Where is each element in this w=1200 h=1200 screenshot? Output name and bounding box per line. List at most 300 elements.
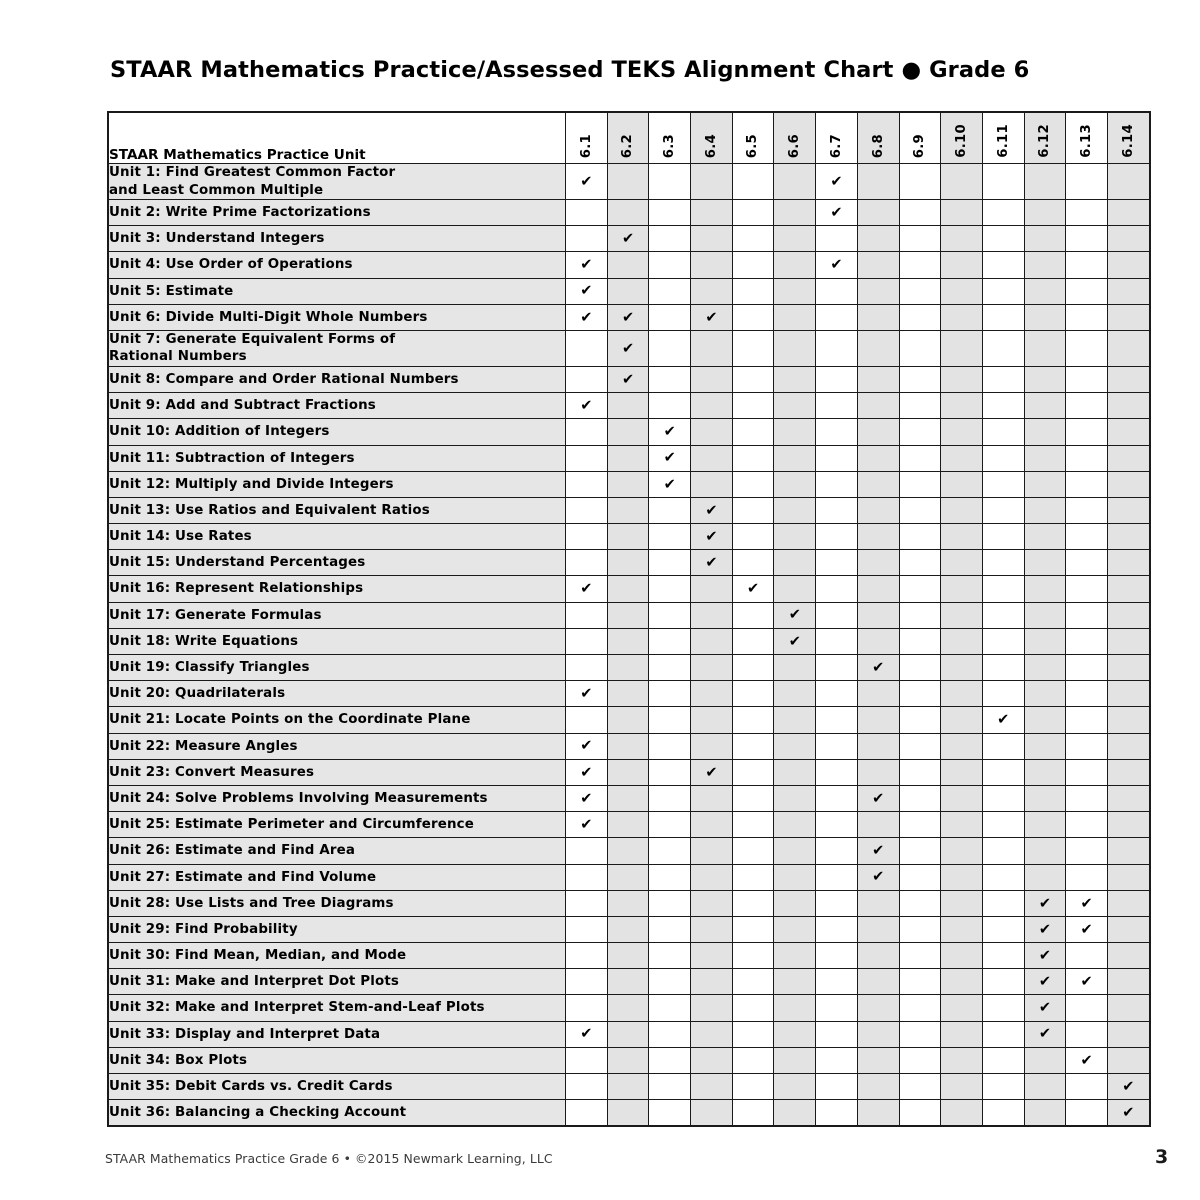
- alignment-cell[interactable]: [732, 1047, 774, 1073]
- alignment-cell[interactable]: [607, 628, 649, 654]
- alignment-cell[interactable]: [899, 838, 941, 864]
- alignment-cell[interactable]: [899, 419, 941, 445]
- alignment-cell[interactable]: [732, 943, 774, 969]
- alignment-cell[interactable]: [899, 164, 941, 200]
- alignment-cell[interactable]: [941, 602, 983, 628]
- alignment-cell[interactable]: [607, 733, 649, 759]
- alignment-cell[interactable]: [1024, 733, 1066, 759]
- alignment-cell[interactable]: [857, 602, 899, 628]
- alignment-cell[interactable]: [1066, 785, 1108, 811]
- alignment-cell[interactable]: [649, 445, 691, 471]
- alignment-cell[interactable]: [732, 366, 774, 392]
- alignment-cell[interactable]: [941, 759, 983, 785]
- alignment-cell[interactable]: [732, 602, 774, 628]
- alignment-cell[interactable]: [774, 707, 816, 733]
- alignment-cell[interactable]: [607, 419, 649, 445]
- alignment-cell[interactable]: [1024, 576, 1066, 602]
- alignment-cell[interactable]: [566, 759, 608, 785]
- alignment-cell[interactable]: [566, 330, 608, 366]
- alignment-cell[interactable]: [691, 366, 733, 392]
- alignment-cell[interactable]: [607, 393, 649, 419]
- alignment-cell[interactable]: [899, 890, 941, 916]
- alignment-cell[interactable]: [607, 1021, 649, 1047]
- alignment-cell[interactable]: [857, 497, 899, 523]
- alignment-cell[interactable]: [816, 916, 858, 942]
- alignment-cell[interactable]: [1107, 864, 1149, 890]
- alignment-cell[interactable]: [774, 1100, 816, 1126]
- alignment-cell[interactable]: [649, 890, 691, 916]
- alignment-cell[interactable]: [1066, 200, 1108, 226]
- alignment-cell[interactable]: [732, 628, 774, 654]
- alignment-cell[interactable]: [566, 200, 608, 226]
- alignment-cell[interactable]: [857, 812, 899, 838]
- alignment-cell[interactable]: [732, 995, 774, 1021]
- alignment-cell[interactable]: [982, 497, 1024, 523]
- alignment-cell[interactable]: [1066, 330, 1108, 366]
- alignment-cell[interactable]: [732, 707, 774, 733]
- alignment-cell[interactable]: [1107, 576, 1149, 602]
- alignment-cell[interactable]: [1107, 164, 1149, 200]
- alignment-cell[interactable]: [1024, 838, 1066, 864]
- alignment-cell[interactable]: [1066, 497, 1108, 523]
- alignment-cell[interactable]: [816, 707, 858, 733]
- alignment-cell[interactable]: [1066, 1047, 1108, 1073]
- alignment-cell[interactable]: [1066, 278, 1108, 304]
- alignment-cell[interactable]: [1024, 1047, 1066, 1073]
- alignment-cell[interactable]: [1066, 1074, 1108, 1100]
- alignment-cell[interactable]: [1066, 995, 1108, 1021]
- alignment-cell[interactable]: [982, 524, 1024, 550]
- alignment-cell[interactable]: [1024, 628, 1066, 654]
- alignment-cell[interactable]: [1066, 916, 1108, 942]
- alignment-cell[interactable]: [816, 1100, 858, 1126]
- alignment-cell[interactable]: [857, 707, 899, 733]
- alignment-cell[interactable]: [899, 550, 941, 576]
- alignment-cell[interactable]: [691, 278, 733, 304]
- alignment-cell[interactable]: [941, 707, 983, 733]
- alignment-cell[interactable]: [1107, 655, 1149, 681]
- alignment-cell[interactable]: [607, 524, 649, 550]
- alignment-cell[interactable]: [691, 576, 733, 602]
- alignment-cell[interactable]: [816, 785, 858, 811]
- alignment-cell[interactable]: [566, 393, 608, 419]
- alignment-cell[interactable]: [899, 200, 941, 226]
- alignment-cell[interactable]: [857, 304, 899, 330]
- alignment-cell[interactable]: [816, 733, 858, 759]
- alignment-cell[interactable]: [774, 576, 816, 602]
- alignment-cell[interactable]: [732, 252, 774, 278]
- alignment-cell[interactable]: [1024, 330, 1066, 366]
- alignment-cell[interactable]: [566, 1047, 608, 1073]
- alignment-cell[interactable]: [566, 471, 608, 497]
- alignment-cell[interactable]: [649, 602, 691, 628]
- alignment-cell[interactable]: [732, 278, 774, 304]
- alignment-cell[interactable]: [1024, 1021, 1066, 1047]
- alignment-cell[interactable]: [566, 1074, 608, 1100]
- alignment-cell[interactable]: [691, 252, 733, 278]
- alignment-cell[interactable]: [941, 812, 983, 838]
- alignment-cell[interactable]: [982, 1047, 1024, 1073]
- alignment-cell[interactable]: [1107, 916, 1149, 942]
- alignment-cell[interactable]: [899, 330, 941, 366]
- alignment-cell[interactable]: [816, 969, 858, 995]
- alignment-cell[interactable]: [1066, 890, 1108, 916]
- alignment-cell[interactable]: [607, 995, 649, 1021]
- alignment-cell[interactable]: [982, 628, 1024, 654]
- alignment-cell[interactable]: [857, 838, 899, 864]
- alignment-cell[interactable]: [857, 759, 899, 785]
- alignment-cell[interactable]: [816, 655, 858, 681]
- alignment-cell[interactable]: [1066, 550, 1108, 576]
- alignment-cell[interactable]: [732, 838, 774, 864]
- alignment-cell[interactable]: [899, 524, 941, 550]
- alignment-cell[interactable]: [566, 681, 608, 707]
- alignment-cell[interactable]: [732, 733, 774, 759]
- alignment-cell[interactable]: [607, 164, 649, 200]
- alignment-cell[interactable]: [1107, 733, 1149, 759]
- alignment-cell[interactable]: [982, 366, 1024, 392]
- alignment-cell[interactable]: [982, 164, 1024, 200]
- alignment-cell[interactable]: [857, 1100, 899, 1126]
- alignment-cell[interactable]: [816, 602, 858, 628]
- alignment-cell[interactable]: [941, 1047, 983, 1073]
- alignment-cell[interactable]: [732, 226, 774, 252]
- alignment-cell[interactable]: [649, 278, 691, 304]
- alignment-cell[interactable]: [899, 916, 941, 942]
- alignment-cell[interactable]: [816, 497, 858, 523]
- alignment-cell[interactable]: [732, 576, 774, 602]
- alignment-cell[interactable]: [857, 200, 899, 226]
- alignment-cell[interactable]: [941, 304, 983, 330]
- alignment-cell[interactable]: [1107, 812, 1149, 838]
- alignment-cell[interactable]: [566, 785, 608, 811]
- alignment-cell[interactable]: [982, 330, 1024, 366]
- alignment-cell[interactable]: [982, 226, 1024, 252]
- alignment-cell[interactable]: [691, 602, 733, 628]
- alignment-cell[interactable]: [941, 864, 983, 890]
- alignment-cell[interactable]: [566, 812, 608, 838]
- alignment-cell[interactable]: [899, 497, 941, 523]
- alignment-cell[interactable]: [941, 226, 983, 252]
- alignment-cell[interactable]: [899, 628, 941, 654]
- alignment-cell[interactable]: [982, 812, 1024, 838]
- alignment-cell[interactable]: [649, 995, 691, 1021]
- alignment-cell[interactable]: [941, 733, 983, 759]
- alignment-cell[interactable]: [607, 1100, 649, 1126]
- alignment-cell[interactable]: [607, 471, 649, 497]
- alignment-cell[interactable]: [607, 278, 649, 304]
- alignment-cell[interactable]: [691, 681, 733, 707]
- alignment-cell[interactable]: [816, 628, 858, 654]
- alignment-cell[interactable]: [691, 1021, 733, 1047]
- alignment-cell[interactable]: [899, 1100, 941, 1126]
- alignment-cell[interactable]: [1024, 471, 1066, 497]
- alignment-cell[interactable]: [691, 838, 733, 864]
- alignment-cell[interactable]: [566, 707, 608, 733]
- alignment-cell[interactable]: [1024, 200, 1066, 226]
- alignment-cell[interactable]: [816, 864, 858, 890]
- alignment-cell[interactable]: [857, 419, 899, 445]
- alignment-cell[interactable]: [732, 445, 774, 471]
- alignment-cell[interactable]: [899, 681, 941, 707]
- alignment-cell[interactable]: [941, 419, 983, 445]
- alignment-cell[interactable]: [982, 785, 1024, 811]
- alignment-cell[interactable]: [941, 278, 983, 304]
- alignment-cell[interactable]: [857, 330, 899, 366]
- alignment-cell[interactable]: [857, 785, 899, 811]
- alignment-cell[interactable]: [816, 330, 858, 366]
- alignment-cell[interactable]: [691, 812, 733, 838]
- alignment-cell[interactable]: [816, 393, 858, 419]
- alignment-cell[interactable]: [1066, 1100, 1108, 1126]
- alignment-cell[interactable]: [982, 943, 1024, 969]
- alignment-cell[interactable]: [899, 759, 941, 785]
- alignment-cell[interactable]: [1024, 655, 1066, 681]
- alignment-cell[interactable]: [1066, 759, 1108, 785]
- alignment-cell[interactable]: [774, 1047, 816, 1073]
- alignment-cell[interactable]: [691, 330, 733, 366]
- alignment-cell[interactable]: [816, 471, 858, 497]
- alignment-cell[interactable]: [941, 628, 983, 654]
- alignment-cell[interactable]: [816, 366, 858, 392]
- alignment-cell[interactable]: [857, 864, 899, 890]
- alignment-cell[interactable]: [857, 393, 899, 419]
- alignment-cell[interactable]: [941, 655, 983, 681]
- alignment-cell[interactable]: [649, 681, 691, 707]
- alignment-cell[interactable]: [816, 759, 858, 785]
- alignment-cell[interactable]: [607, 838, 649, 864]
- alignment-cell[interactable]: [1107, 1047, 1149, 1073]
- alignment-cell[interactable]: [899, 393, 941, 419]
- alignment-cell[interactable]: [774, 890, 816, 916]
- alignment-cell[interactable]: [691, 890, 733, 916]
- alignment-cell[interactable]: [899, 995, 941, 1021]
- alignment-cell[interactable]: [816, 943, 858, 969]
- alignment-cell[interactable]: [899, 226, 941, 252]
- alignment-cell[interactable]: [1066, 681, 1108, 707]
- alignment-cell[interactable]: [1024, 707, 1066, 733]
- alignment-cell[interactable]: [899, 602, 941, 628]
- alignment-cell[interactable]: [1024, 864, 1066, 890]
- alignment-cell[interactable]: [1024, 890, 1066, 916]
- alignment-cell[interactable]: [732, 393, 774, 419]
- alignment-cell[interactable]: [982, 550, 1024, 576]
- alignment-cell[interactable]: [1066, 393, 1108, 419]
- alignment-cell[interactable]: [774, 785, 816, 811]
- alignment-cell[interactable]: [982, 655, 1024, 681]
- alignment-cell[interactable]: [941, 943, 983, 969]
- alignment-cell[interactable]: [857, 995, 899, 1021]
- alignment-cell[interactable]: [899, 785, 941, 811]
- alignment-cell[interactable]: [941, 916, 983, 942]
- alignment-cell[interactable]: [774, 550, 816, 576]
- alignment-cell[interactable]: [566, 995, 608, 1021]
- alignment-cell[interactable]: [941, 393, 983, 419]
- alignment-cell[interactable]: [566, 304, 608, 330]
- alignment-cell[interactable]: [899, 707, 941, 733]
- alignment-cell[interactable]: [607, 602, 649, 628]
- alignment-cell[interactable]: [899, 969, 941, 995]
- alignment-cell[interactable]: [732, 785, 774, 811]
- alignment-cell[interactable]: [1107, 1100, 1149, 1126]
- alignment-cell[interactable]: [1024, 304, 1066, 330]
- alignment-cell[interactable]: [566, 1100, 608, 1126]
- alignment-cell[interactable]: [816, 278, 858, 304]
- alignment-cell[interactable]: [607, 330, 649, 366]
- alignment-cell[interactable]: [649, 969, 691, 995]
- alignment-cell[interactable]: [982, 890, 1024, 916]
- alignment-cell[interactable]: [774, 969, 816, 995]
- alignment-cell[interactable]: [566, 278, 608, 304]
- alignment-cell[interactable]: [691, 707, 733, 733]
- alignment-cell[interactable]: [982, 576, 1024, 602]
- alignment-cell[interactable]: [982, 1021, 1024, 1047]
- alignment-cell[interactable]: [941, 164, 983, 200]
- alignment-cell[interactable]: [982, 304, 1024, 330]
- alignment-cell[interactable]: [1107, 471, 1149, 497]
- alignment-cell[interactable]: [566, 890, 608, 916]
- alignment-cell[interactable]: [732, 812, 774, 838]
- alignment-cell[interactable]: [857, 278, 899, 304]
- alignment-cell[interactable]: [857, 550, 899, 576]
- alignment-cell[interactable]: [816, 252, 858, 278]
- alignment-cell[interactable]: [566, 655, 608, 681]
- alignment-cell[interactable]: [774, 393, 816, 419]
- alignment-cell[interactable]: [691, 445, 733, 471]
- alignment-cell[interactable]: [649, 943, 691, 969]
- alignment-cell[interactable]: [899, 445, 941, 471]
- alignment-cell[interactable]: [649, 550, 691, 576]
- alignment-cell[interactable]: [982, 995, 1024, 1021]
- alignment-cell[interactable]: [899, 655, 941, 681]
- alignment-cell[interactable]: [607, 1074, 649, 1100]
- alignment-cell[interactable]: [649, 1100, 691, 1126]
- alignment-cell[interactable]: [1066, 838, 1108, 864]
- alignment-cell[interactable]: [857, 655, 899, 681]
- alignment-cell[interactable]: [1024, 419, 1066, 445]
- alignment-cell[interactable]: [899, 864, 941, 890]
- alignment-cell[interactable]: [649, 226, 691, 252]
- alignment-cell[interactable]: [982, 419, 1024, 445]
- alignment-cell[interactable]: [649, 864, 691, 890]
- alignment-cell[interactable]: [774, 226, 816, 252]
- alignment-cell[interactable]: [774, 445, 816, 471]
- alignment-cell[interactable]: [1024, 550, 1066, 576]
- alignment-cell[interactable]: [1024, 366, 1066, 392]
- alignment-cell[interactable]: [774, 252, 816, 278]
- alignment-cell[interactable]: [1066, 471, 1108, 497]
- alignment-cell[interactable]: [982, 838, 1024, 864]
- alignment-cell[interactable]: [691, 550, 733, 576]
- alignment-cell[interactable]: [941, 252, 983, 278]
- alignment-cell[interactable]: [691, 524, 733, 550]
- alignment-cell[interactable]: [982, 759, 1024, 785]
- alignment-cell[interactable]: [607, 1047, 649, 1073]
- alignment-cell[interactable]: [899, 278, 941, 304]
- alignment-cell[interactable]: [774, 838, 816, 864]
- alignment-cell[interactable]: [649, 1074, 691, 1100]
- alignment-cell[interactable]: [566, 916, 608, 942]
- alignment-cell[interactable]: [607, 759, 649, 785]
- alignment-cell[interactable]: [899, 733, 941, 759]
- alignment-cell[interactable]: [1107, 393, 1149, 419]
- alignment-cell[interactable]: [1024, 278, 1066, 304]
- alignment-cell[interactable]: [774, 278, 816, 304]
- alignment-cell[interactable]: [857, 1074, 899, 1100]
- alignment-cell[interactable]: [982, 916, 1024, 942]
- alignment-cell[interactable]: [607, 576, 649, 602]
- alignment-cell[interactable]: [649, 471, 691, 497]
- alignment-cell[interactable]: [1066, 602, 1108, 628]
- alignment-cell[interactable]: [816, 445, 858, 471]
- alignment-cell[interactable]: [1107, 1074, 1149, 1100]
- alignment-cell[interactable]: [816, 200, 858, 226]
- alignment-cell[interactable]: [857, 916, 899, 942]
- alignment-cell[interactable]: [649, 838, 691, 864]
- alignment-cell[interactable]: [691, 1047, 733, 1073]
- alignment-cell[interactable]: [1024, 995, 1066, 1021]
- alignment-cell[interactable]: [899, 304, 941, 330]
- alignment-cell[interactable]: [774, 524, 816, 550]
- alignment-cell[interactable]: [566, 366, 608, 392]
- alignment-cell[interactable]: [691, 628, 733, 654]
- alignment-cell[interactable]: [857, 164, 899, 200]
- alignment-cell[interactable]: [774, 304, 816, 330]
- alignment-cell[interactable]: [1024, 252, 1066, 278]
- alignment-cell[interactable]: [1107, 890, 1149, 916]
- alignment-cell[interactable]: [1066, 524, 1108, 550]
- alignment-cell[interactable]: [941, 681, 983, 707]
- alignment-cell[interactable]: [1107, 497, 1149, 523]
- alignment-cell[interactable]: [816, 419, 858, 445]
- alignment-cell[interactable]: [941, 445, 983, 471]
- alignment-cell[interactable]: [607, 969, 649, 995]
- alignment-cell[interactable]: [566, 864, 608, 890]
- alignment-cell[interactable]: [857, 366, 899, 392]
- alignment-cell[interactable]: [1107, 330, 1149, 366]
- alignment-cell[interactable]: [566, 838, 608, 864]
- alignment-cell[interactable]: [982, 445, 1024, 471]
- alignment-cell[interactable]: [607, 864, 649, 890]
- alignment-cell[interactable]: [566, 419, 608, 445]
- alignment-cell[interactable]: [732, 550, 774, 576]
- alignment-cell[interactable]: [649, 733, 691, 759]
- alignment-cell[interactable]: [607, 681, 649, 707]
- alignment-cell[interactable]: [649, 366, 691, 392]
- alignment-cell[interactable]: [1024, 226, 1066, 252]
- alignment-cell[interactable]: [774, 628, 816, 654]
- alignment-cell[interactable]: [1107, 759, 1149, 785]
- alignment-cell[interactable]: [566, 602, 608, 628]
- alignment-cell[interactable]: [566, 943, 608, 969]
- alignment-cell[interactable]: [1024, 1100, 1066, 1126]
- alignment-cell[interactable]: [691, 419, 733, 445]
- alignment-cell[interactable]: [857, 890, 899, 916]
- alignment-cell[interactable]: [649, 304, 691, 330]
- alignment-cell[interactable]: [774, 366, 816, 392]
- alignment-cell[interactable]: [732, 524, 774, 550]
- alignment-cell[interactable]: [732, 471, 774, 497]
- alignment-cell[interactable]: [566, 497, 608, 523]
- alignment-cell[interactable]: [566, 164, 608, 200]
- alignment-cell[interactable]: [691, 200, 733, 226]
- alignment-cell[interactable]: [1107, 681, 1149, 707]
- alignment-cell[interactable]: [607, 366, 649, 392]
- alignment-cell[interactable]: [774, 419, 816, 445]
- alignment-cell[interactable]: [857, 445, 899, 471]
- alignment-cell[interactable]: [1107, 785, 1149, 811]
- alignment-cell[interactable]: [1066, 812, 1108, 838]
